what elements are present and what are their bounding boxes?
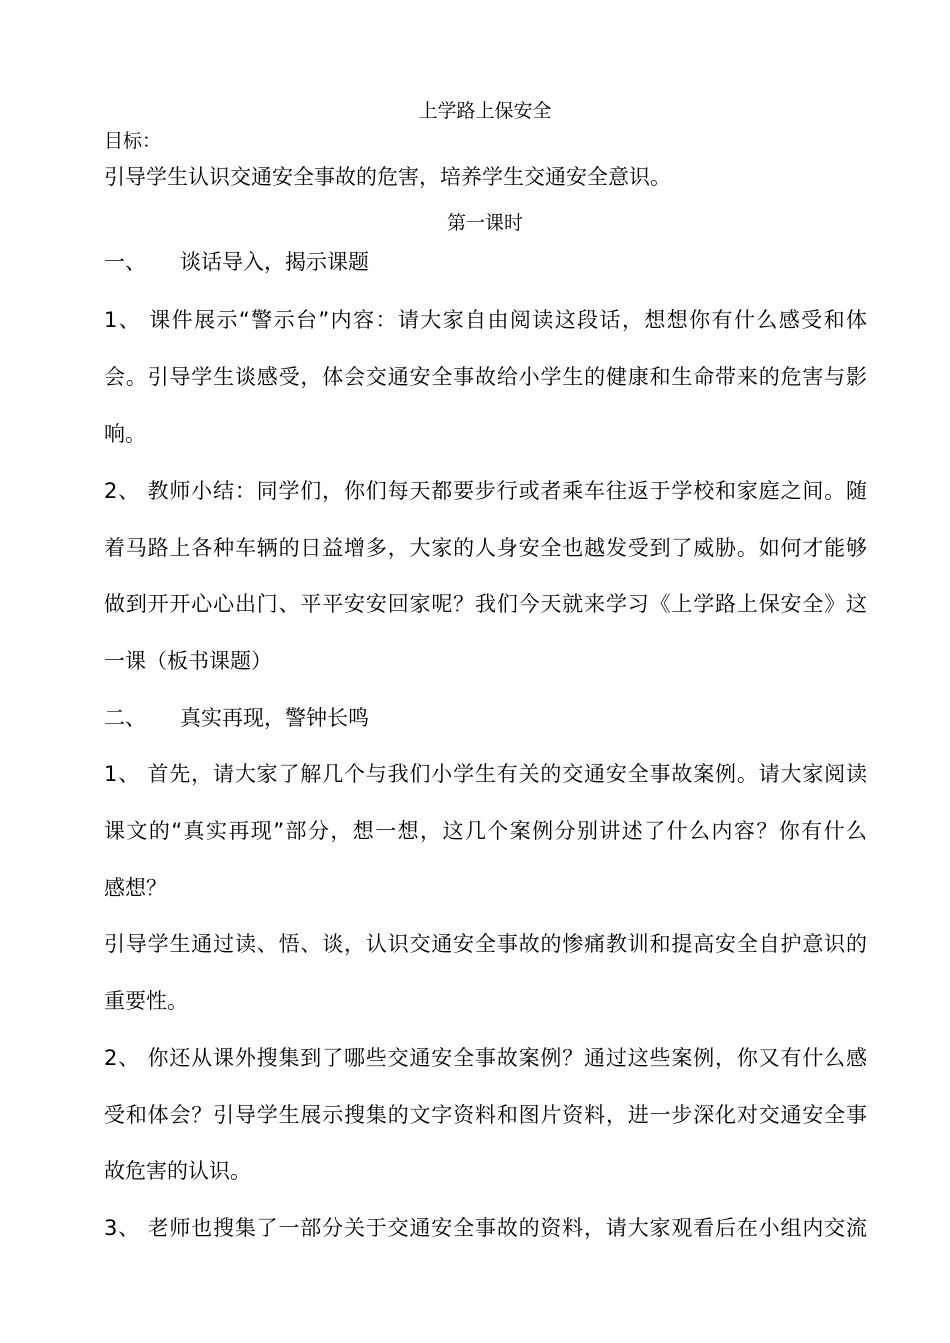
goal-text: 引导学生认识交通安全事故的危害，培养学生交通安全意识。 xyxy=(104,165,671,189)
lesson-title: 第一课时 xyxy=(446,212,523,234)
paragraph-line: 故危害的认识。 xyxy=(104,1159,251,1183)
paragraph-line: 2、 你还从课外搜集到了哪些交通安全事故案例？通过这些案例，你又有什么感 xyxy=(104,1046,867,1070)
paragraph-line: 做到开开心心出门、平平安安回家呢？我们今天就来学习《上学路上保安全》这 xyxy=(104,592,867,616)
paragraph-line: 1、 首先，请大家了解几个与我们小学生有关的交通安全事故案例。请大家阅读 xyxy=(104,762,867,786)
section-number: 一、 xyxy=(104,250,146,274)
paragraph-line: 引导学生通过读、悟、谈，认识交通安全事故的惨痛教训和提高安全自护意识的 xyxy=(104,932,867,956)
section-heading-2 xyxy=(104,703,369,733)
paragraph-line: 着马路上各种车辆的日益增多，大家的人身安全也越发受到了威胁。如何才能够 xyxy=(104,536,867,560)
section-number: 二、 xyxy=(104,706,146,730)
goal-label: 目标： xyxy=(104,130,162,152)
section-heading-1 xyxy=(104,247,369,277)
section-text: 谈话导入，揭示课题 xyxy=(180,250,369,274)
paragraph-line: 3、 老师也搜集了一部分关于交通安全事故的资料，请大家观看后在小组内交流 xyxy=(104,1216,867,1240)
paragraph-line: 课文的“真实再现”部分，想一想，这几个案例分别讲述了什么内容？你有什么 xyxy=(104,819,867,843)
paragraph-line: 重要性。 xyxy=(104,989,188,1013)
section-text: 真实再现，警钟长鸣 xyxy=(180,706,369,730)
paragraph-line: 感想？ xyxy=(104,876,167,900)
paragraph-line: 响。 xyxy=(104,422,146,446)
paragraph-line: 2、 教师小结：同学们，你们每天都要步行或者乘车往返于学校和家庭之间。随 xyxy=(104,479,867,503)
paragraph-line: 会。引导学生谈感受，体会交通安全事故给小学生的健康和生命带来的危害与影 xyxy=(104,365,867,389)
document-title: 上学路上保安全 xyxy=(418,100,552,122)
paragraph-line: 一课（板书课题） xyxy=(104,649,272,673)
paragraph-line: 受和体会？引导学生展示搜集的文字资料和图片资料，进一步深化对交通安全事 xyxy=(104,1103,867,1127)
paragraph-line: 1、 课件展示“警示台”内容：请大家自由阅读这段话，想想你有什么感受和体 xyxy=(104,308,867,332)
